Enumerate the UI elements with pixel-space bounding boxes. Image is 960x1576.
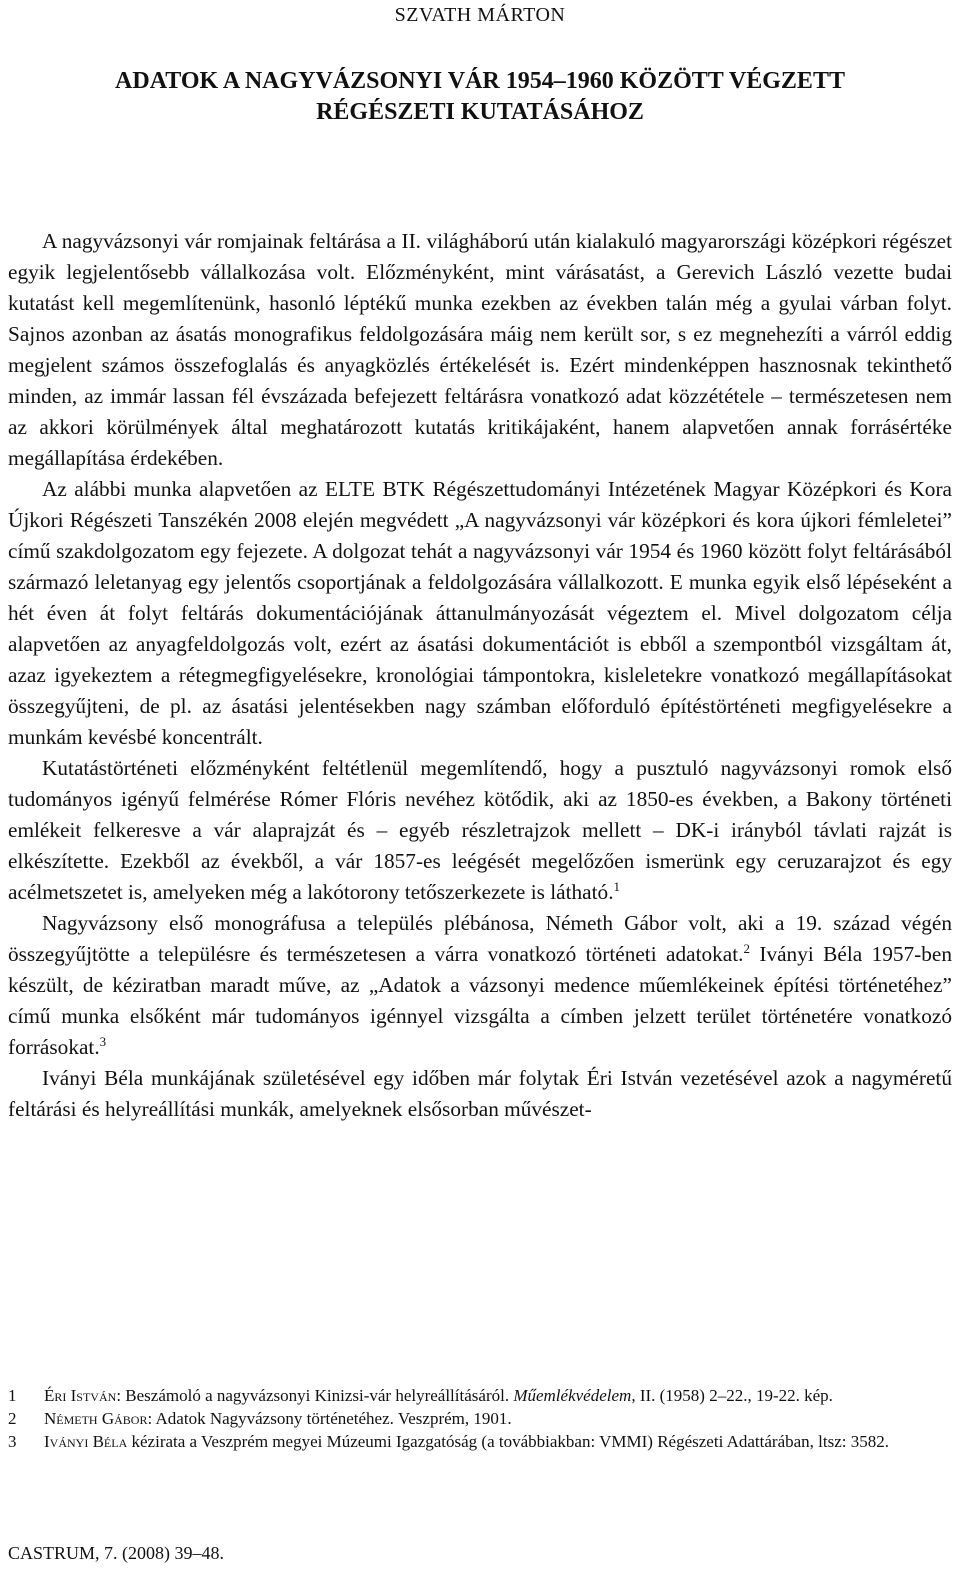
footnote-ref-2: 2: [743, 940, 750, 956]
footnote-ref-1: 1: [613, 878, 621, 894]
footnote-text: [44, 1384, 952, 1407]
title-line-2: RÉGÉSZETI KUTATÁSÁHOZ: [316, 99, 644, 125]
title-line-1: ADATOK A NAGYVÁZSONYI VÁR 1954–1960 KÖZÖTT VÉGZETT: [115, 68, 845, 94]
paragraph-2-text: Az alábbi munka alapvetően az ELTE BTK Régészettudományi Intézetének Magyar Középkori és Kora Újkori Régészeti Tanszékén 2008 elején megvédett „A nagyvázsonyi vár középkori és kora újkori fémleletei” című szakdolgozatom egy fejezete. A dolgozat tehát a nagyvázsonyi vár 1954 és 1960 között folyt feltárásából származó leletanyag egy jelentős csoportjának a feldolgozására vállalkozott. E munka egyik első lépéseként a hét éven át folyt feltárás dokumentációjának áttanulmányozását végeztem el. Mivel dolgozatom célja alapvetően az anyagfeldolgozás volt, ezért az ásatási dokumentációt is ebből a szempontból vizsgáltam át, azaz igyekeztem a rétegmegfigyelésekre, kronológiai támpontokra, kisleletekre vonatkozó megállapításokat összegyűjteni, de pl. az ásatási jelentésekben nagy számban előforduló építéstörténeti megfigyelésekre a munkám kevésbé koncentrált.: [8, 477, 952, 749]
paragraph-1: [8, 226, 952, 474]
footnotes: [8, 1384, 952, 1453]
footnote-ref-3: 3: [99, 1033, 107, 1049]
footnote-body-end: , II. (1958) 2–22., 19-22. kép.: [631, 1386, 833, 1405]
paragraph-1-text: A nagyvázsonyi vár romjainak feltárása a II. világháború után kialakuló magyarországi középkori régészet egyik legjelentősebb vállalkozása volt. Előzményként, mint várásatást, a Gerevich László vezette budai kutatást kell megemlítenünk, hasonló léptékű munka ezekben az években talán még a gyulai várban folyt. Sajnos azonban az ásatás monografikus feldolgozására máig nem került sor, s ez megnehezíti a várról eddig megjelent számos összefoglalás és anyagközlés értékelését is. Ezért mindenképpen hasznosnak tekinthető minden, az immár lassan fél évszázada befejezett feltárásra vonatkozó adat közzététele – természetesen nem az akkori körülmények által meghatározott kutatás kritikájaként, hanem alapvetően annak forrásértéke megállapítása érdekében.: [8, 229, 952, 470]
paragraph-4-text-a: Nagyvázsony első monográfusa a település plébánosa, Németh Gábor volt, aki a 19. század végén összegyűjtötte a településre és természetesen a várra vonatkozó történeti adatokat.: [8, 911, 952, 966]
article-title: [0, 66, 960, 128]
footnote-author: Németh Gábor: [44, 1409, 148, 1428]
footnote-text: [44, 1407, 952, 1430]
footnote-2: [8, 1407, 952, 1430]
footnote-body: kézirata a Veszprém megyei Múzeumi Igazgatóság (a továbbiakban: VMMI) Régészeti Adattárában, ltsz: 3582.: [127, 1432, 890, 1451]
journal-citation: CASTRUM, 7. (2008) 39–48.: [8, 1543, 225, 1563]
paragraph-3: [8, 753, 952, 908]
paragraph-4: [8, 908, 952, 1063]
footnote-author: Iványi Béla: [44, 1432, 128, 1451]
footnote-number: 1: [8, 1386, 17, 1405]
paragraph-4-text-b: Iványi Béla 1957-ben készült, de kéziratban maradt műve, az „Adatok a vázsonyi medence műemlékeinek építési történetéhez” című munka elsőként már tudományos igénnyel vizsgálta a címben jelzett terület történetére vonatkozó forrásokat.: [8, 942, 953, 1059]
footnote-author: Éri István: [44, 1386, 117, 1405]
paragraph-5-text: Iványi Béla munkájának születésével egy időben már folytak Éri István vezetésével azok a nagyméretű feltárási és helyreállítási munkák, amelyeknek elsősorban művészet-: [8, 1066, 952, 1121]
footnote-text: [44, 1430, 952, 1453]
footnote-journal: Műemlékvédelem: [513, 1386, 632, 1405]
footnote-3: [8, 1430, 952, 1453]
footnote-body: : Adatok Nagyvázsony történetéhez. Veszprém, 1901.: [147, 1409, 512, 1428]
footnote-1: [8, 1384, 952, 1407]
footnote-number: 2: [8, 1409, 17, 1428]
footnote-body: : Beszámoló a nagyvázsonyi Kinizsi-vár helyreállításáról.: [116, 1386, 514, 1405]
paragraph-5: [8, 1063, 952, 1125]
footnote-number: 3: [8, 1432, 17, 1451]
author-name: SZVATH MÁRTON: [394, 4, 566, 26]
paragraph-3-text: Kutatástörténeti előzményként feltétlenül megemlítendő, hogy a pusztuló nagyvázsonyi romok első tudományos igényű felmérése Rómer Flóris nevéhez kötődik, aki az 1850-es években, a Bakony történeti emlékeit felkeresve a vár alaprajzát és – egyéb részletrajzok mellett – DK-i irányból távlati rajzát is elkészítette. Ezekből az évekből, a vár 1857-es leégését megelőzően ismerünk egy ceruzarajzot és egy acélmetszetet is, amelyeken még a lakótorony tetőszerkezete is látható.: [8, 756, 952, 904]
paragraph-2: [8, 474, 952, 753]
article-body: [8, 226, 952, 1125]
